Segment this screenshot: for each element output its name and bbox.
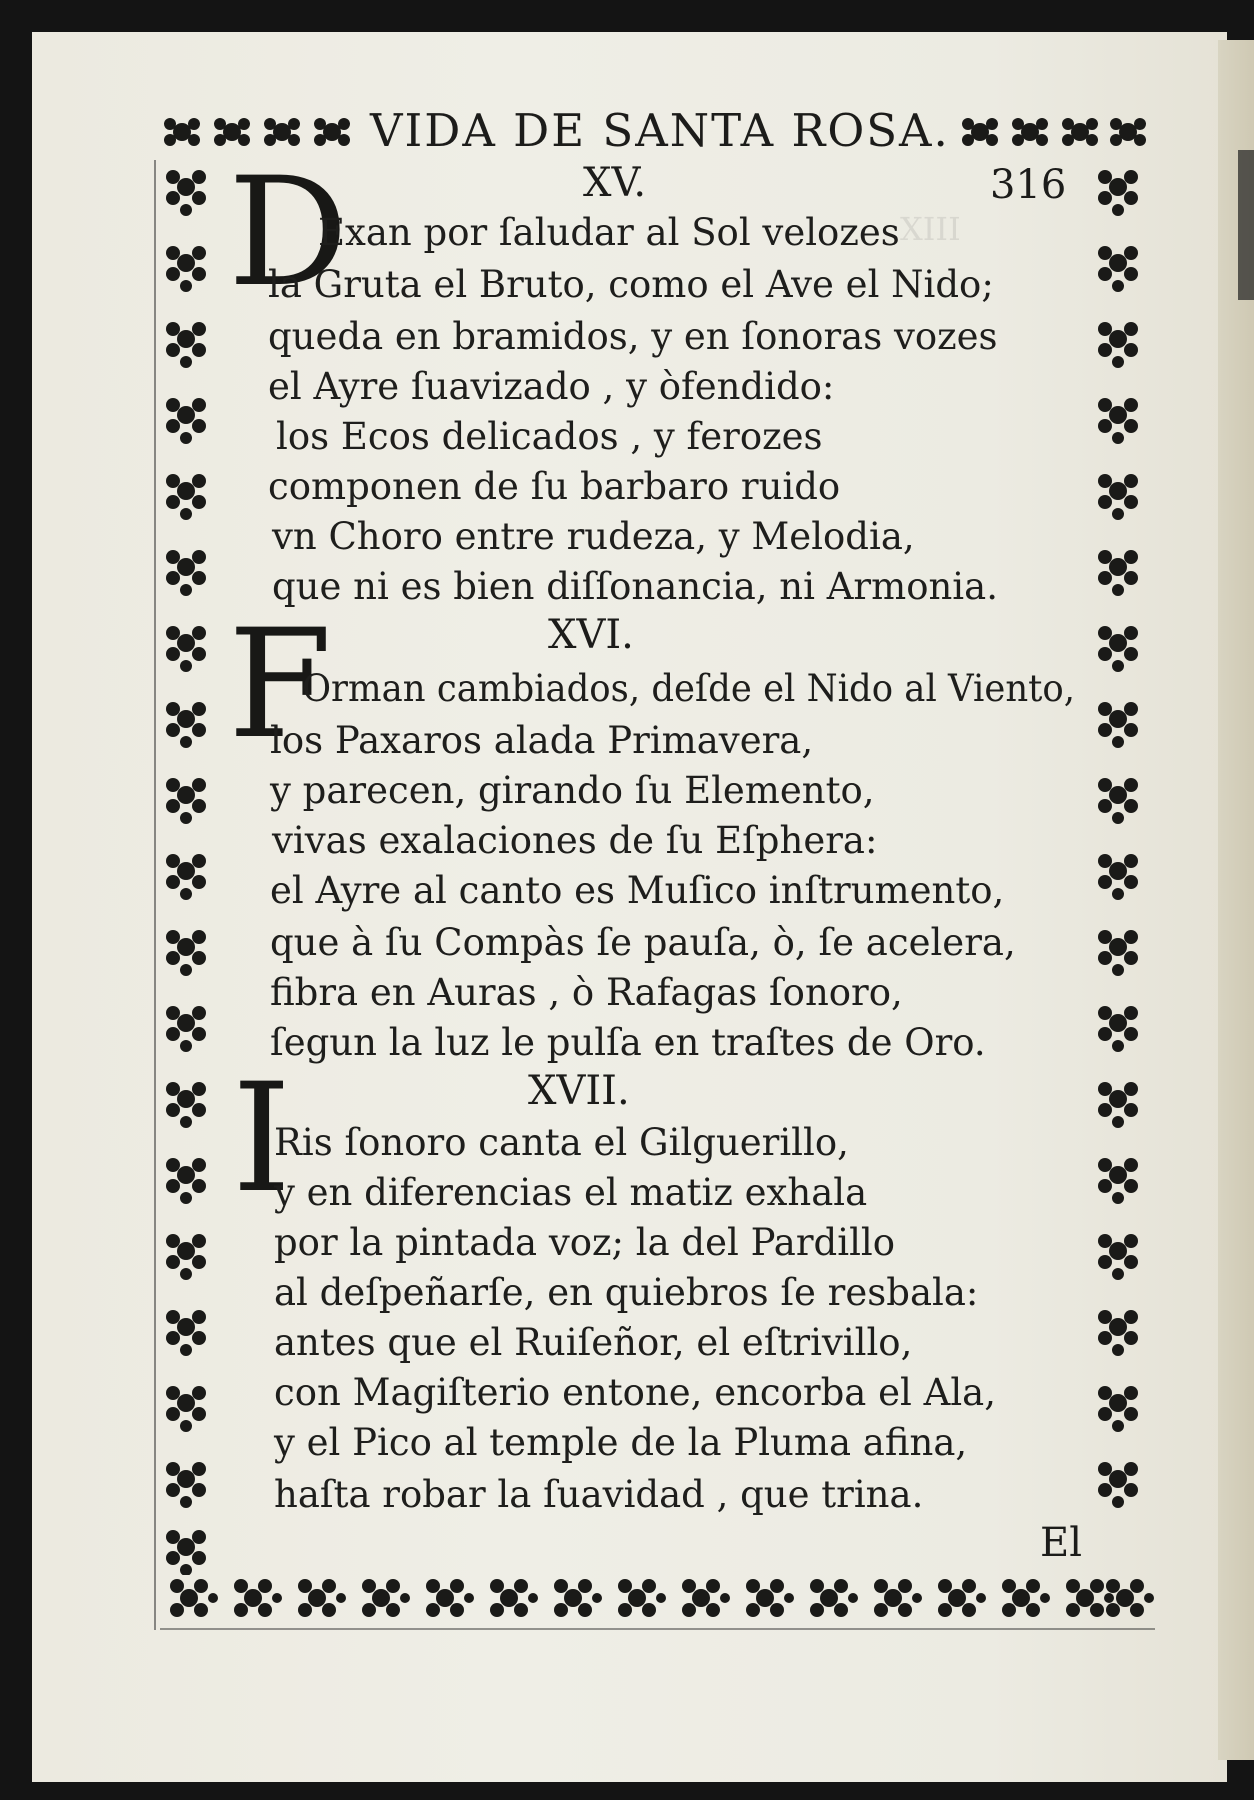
ornament-border-right — [1090, 165, 1146, 1575]
ornament-border-left — [158, 165, 214, 1575]
verse-line: Ris ſonoro canta el Gilguerillo, — [274, 1121, 849, 1164]
verse-line: que ni es bien diſſonancia, ni Armonia. — [272, 565, 998, 608]
verse-line: y en diferencias el matiz exhala — [274, 1171, 868, 1214]
catchword: El — [1040, 1520, 1082, 1566]
verse-line: fibra en Auras , ò Rafagas ſonoro, — [270, 971, 903, 1014]
drop-cap-initial: F — [228, 598, 333, 772]
ornament-fleurons-top-right — [958, 108, 1150, 156]
verse-line: los Paxaros alada Primavera, — [270, 719, 814, 762]
drop-cap-initial: D — [228, 146, 349, 320]
stanza-number: XVI. — [548, 612, 634, 658]
verse-line: queda en bramidos, y en ſonoras vozes — [268, 315, 998, 358]
verse-line: Exan por ſaludar al Sol velozes — [318, 211, 900, 254]
verse-line: al deſpeñarſe, en quiebros ſe resbala: — [274, 1271, 979, 1314]
verse-line: los Ecos delicados , y ferozes — [276, 415, 823, 458]
page-number: 316 — [990, 162, 1067, 208]
verse-line: y parecen, girando ſu Elemento, — [270, 769, 875, 812]
facing-page-edge-print — [1238, 150, 1254, 300]
verse-line: que à ſu Compàs ſe pauſa, ò, ſe acelera, — [270, 921, 1016, 964]
verse-line: y el Pico al temple de la Pluma afina, — [274, 1421, 968, 1464]
stanza-number: XV. — [583, 160, 647, 206]
ornament-border-bottom — [165, 1570, 1155, 1626]
verse-line: vivas exalaciones de ſu Eſphera: — [272, 819, 878, 862]
verse-line: con Magiſterio entone, encorba el Ala, — [274, 1371, 996, 1414]
verse-line: antes que el Ruiſeñor, el eſtrivillo, — [274, 1321, 913, 1364]
border-rule-bottom — [160, 1628, 1155, 1630]
drop-cap-initial: I — [232, 1052, 292, 1226]
verse-line: vn Choro entre rudeza, y Melodia, — [272, 515, 915, 558]
verse-line: Orman cambiados, deſde el Nido al Viento, — [302, 667, 1076, 710]
border-rule-left — [154, 160, 156, 1630]
running-head: VIDA DE SANTA ROSA. — [370, 104, 950, 157]
show-through-text: XIII — [900, 210, 961, 248]
stanza-number: XVII. — [528, 1068, 630, 1114]
verse-line: el Ayre ſuavizado , y òfendido: — [268, 365, 835, 408]
verse-line: por la pintada voz; la del Pardillo — [274, 1221, 896, 1264]
verse-line: ſegun la luz le pulſa en traſtes de Oro. — [270, 1021, 986, 1064]
verse-line: la Gruta el Bruto, como el Ave el Nido; — [268, 263, 994, 306]
verse-line: componen de ſu barbaro ruido — [268, 465, 841, 508]
verse-line: el Ayre al canto es Muſico inſtrumento, — [270, 869, 1005, 912]
verse-line: haſta robar la ſuavidad , que trina. — [274, 1473, 924, 1516]
